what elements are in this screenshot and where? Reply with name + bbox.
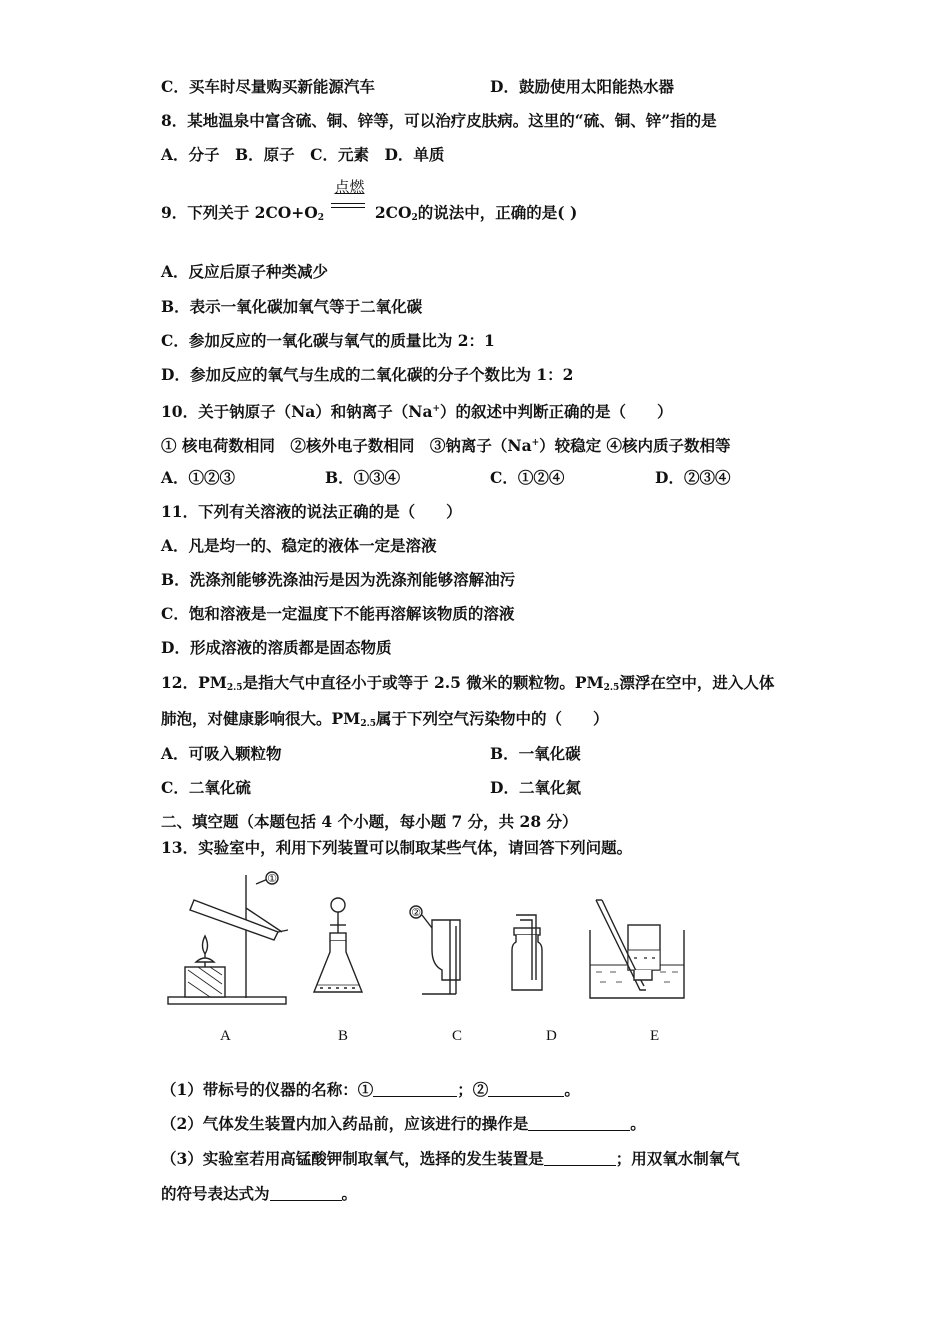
question-8-options: A．分子 B．原子 C．元素 D．单质: [161, 145, 445, 164]
reaction-condition: [329, 178, 369, 223]
answer-blank-3[interactable]: [528, 1115, 630, 1131]
question-12-cont: 肺泡，对健康影响很大。$PM_{2.5}$属于下列空气污染物中的（ ）: [161, 709, 609, 729]
figure-label-a: A: [220, 1028, 231, 1044]
question-11: 11．下列有关溶液的说法正确的是（ ）: [161, 502, 462, 521]
apparatus-figure: [160, 870, 700, 1050]
answer-blank-4[interactable]: [544, 1150, 616, 1166]
apparatus-e: [590, 900, 684, 998]
figure-label-c: C: [452, 1028, 463, 1044]
figure-label-e: E: [650, 1028, 660, 1044]
marker-2: ②: [411, 906, 421, 919]
question-8: 8．某地温泉中富含硫、铜、锌等，可以治疗皮肤病。这里的“硫、铜、锌”指的是: [161, 111, 717, 130]
apparatus-a: [168, 872, 288, 1004]
apparatus-d: [512, 915, 542, 990]
figure-label-d: D: [546, 1028, 557, 1044]
question-13-part-3-cont: 的符号表达式为 。: [161, 1184, 358, 1203]
figure-label-b: B: [338, 1028, 349, 1044]
question-11-option-c: C．饱和溶液是一定温度下不能再溶解该物质的溶液: [161, 604, 515, 623]
section-heading: 二、填空题（本题包括 4 个小题，每小题 7 分，共 28 分）: [161, 812, 578, 831]
option-line: [161, 77, 674, 97]
question-12: 12．$PM_{2.5}$是指大气中直径小于或等于 2.5 微米的颗粒物。$PM_{2.5}$漂浮在空中，进入人体: [161, 673, 775, 693]
option-c: C．买车时尽量购买新能源汽车: [161, 77, 375, 96]
condition-label: 点燃: [334, 178, 365, 196]
question-9-option-b: B．表示一氧化碳加氧气等于二氧化碳: [161, 297, 423, 316]
question-13-part-3: （3）实验室若用高锰酸钾制取氧气，选择的发生装置是 ；用双氧水制氧气: [161, 1149, 740, 1168]
answer-blank-2[interactable]: [488, 1081, 564, 1097]
question-11-option-b: B．洗涤剂能够洗涤油污是因为洗涤剂能够溶解油污: [161, 570, 516, 589]
question-10-statements: ① 核电荷数相同 ②核外电子数相同 ③钠离子（Na+）较稳定 ④核内质子数相等: [161, 436, 731, 455]
apparatus-b: [314, 898, 362, 992]
question-9-option-d: D．参加反应的氧气与生成的二氧化碳的分子个数比为 1：2: [161, 365, 574, 384]
question-9-option-a: A．反应后原子种类减少: [161, 262, 329, 281]
question-11-option-a: A．凡是均一的、稳定的液体一定是溶液: [161, 536, 437, 555]
question-12-options-cd: C．二氧化硫 D．二氧化氮: [161, 778, 581, 797]
question-13: 13．实验室中，利用下列装置可以制取某些气体，请回答下列问题。: [161, 838, 633, 857]
answer-blank-1[interactable]: [373, 1081, 457, 1097]
apparatus-c: [410, 906, 460, 994]
question-11-option-d: D．形成溶液的溶质都是固态物质: [161, 638, 392, 657]
question-13-part-2: （2）气体发生装置内加入药品前，应该进行的操作是 。: [161, 1114, 646, 1133]
question-13-part-1: （1）带标号的仪器的名称：① ；② 。: [161, 1080, 580, 1099]
marker-1: ①: [267, 872, 277, 885]
equals-sign: [331, 203, 365, 211]
option-d: D．鼓励使用太阳能热水器: [490, 77, 674, 96]
answer-blank-5[interactable]: [270, 1185, 342, 1201]
question-10-options: A．①②③ B．①③④ C．①②④ D．②③④: [161, 468, 731, 487]
question-12-options-ab: A．可吸入颗粒物 B．一氧化碳: [161, 744, 581, 763]
question-10: 10．关于钠原子（Na）和钠离子（Na+）的叙述中判断正确的是（ ）: [161, 402, 673, 421]
question-9: 9．下列关于 $2CO+O_2$ 点燃 $2CO_2$的说法中，正确的是( ): [161, 178, 578, 223]
question-9-option-c: C．参加反应的一氧化碳与氧气的质量比为 2：1: [161, 331, 495, 350]
